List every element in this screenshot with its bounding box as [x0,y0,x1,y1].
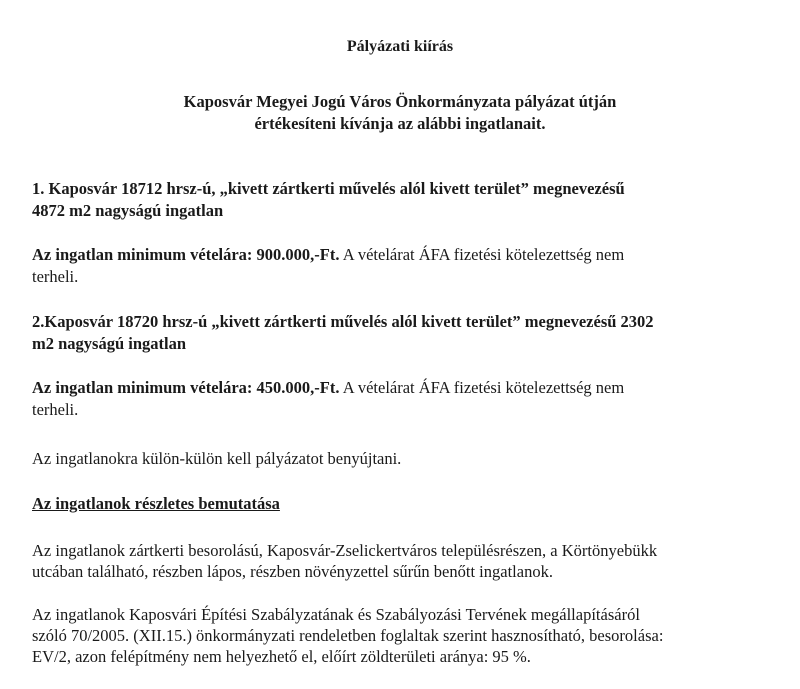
item1-price-text: A vételárat ÁFA fizetési kötelezettség nem [339,245,625,264]
item2-heading-line-2: m2 nagyságú ingatlan [32,334,187,353]
document-subtitle [0,91,800,135]
details-para2-line-3: EV/2, azon felépítmény nem helyezhető el, előírt zöldterületi aránya: 95 %. [32,647,531,666]
item1-heading-line-2: 4872 m2 nagyságú ingatlan [32,201,224,220]
item1-price [32,244,774,288]
item2-heading-line-1: 2.Kaposvár 18720 hrsz-ú „kivett zártkerti művelés alól kivett terület” megnevezésű 2302 [32,312,654,331]
subtitle-line-2: értékesíteni kívánja az alábbi ingatlanait. [254,114,546,133]
item1-heading [32,178,774,222]
item2-price-line-2: terheli. [32,400,79,419]
document-title: Pályázati kiírás [346,38,454,55]
item1-price-line-1 [32,244,774,266]
details-paragraph-1 [32,540,772,582]
details-para2-line-1: Az ingatlanok Kaposvári Építési Szabályzatának és Szabályozási Tervének megállapításáról [32,605,640,624]
item2-price [32,377,774,421]
item2-price-line-1 [32,377,774,399]
details-heading: Az ingatlanok részletes bemutatása [32,494,280,513]
subtitle-line-1: Kaposvár Megyei Jogú Város Önkormányzata pályázat útján [183,92,617,111]
item1-heading-line-1: 1. Kaposvár 18712 hrsz-ú, „kivett zártkerti művelés alól kivett terület” megnevezésű [32,179,625,198]
item1-price-label: Az ingatlan minimum vételára: 900.000,-Ft. [32,245,340,264]
item1-price-line-2: terheli. [32,267,79,286]
details-paragraph-2 [32,604,772,667]
item2-heading [32,311,774,355]
item2-price-label: Az ingatlan minimum vételára: 450.000,-Ft. [32,378,340,397]
item2-price-text: A vételárat ÁFA fizetési kötelezettség nem [339,378,625,397]
details-para2-line-2: szóló 70/2005. (XII.15.) önkormányzati rendeletben foglaltak szerint hasznosítható, besorolása: [32,626,664,645]
separate-note: Az ingatlanokra külön-külön kell pályázatot benyújtani. [32,449,402,468]
details-para1-line-1: Az ingatlanok zártkerti besorolású, Kaposvár-Zselickertváros településrészen, a Körtönyebükk [32,541,658,560]
details-para1-line-2: utcában található, részben lápos, részben növényzettel sűrűn benőtt ingatlanok. [32,562,553,581]
